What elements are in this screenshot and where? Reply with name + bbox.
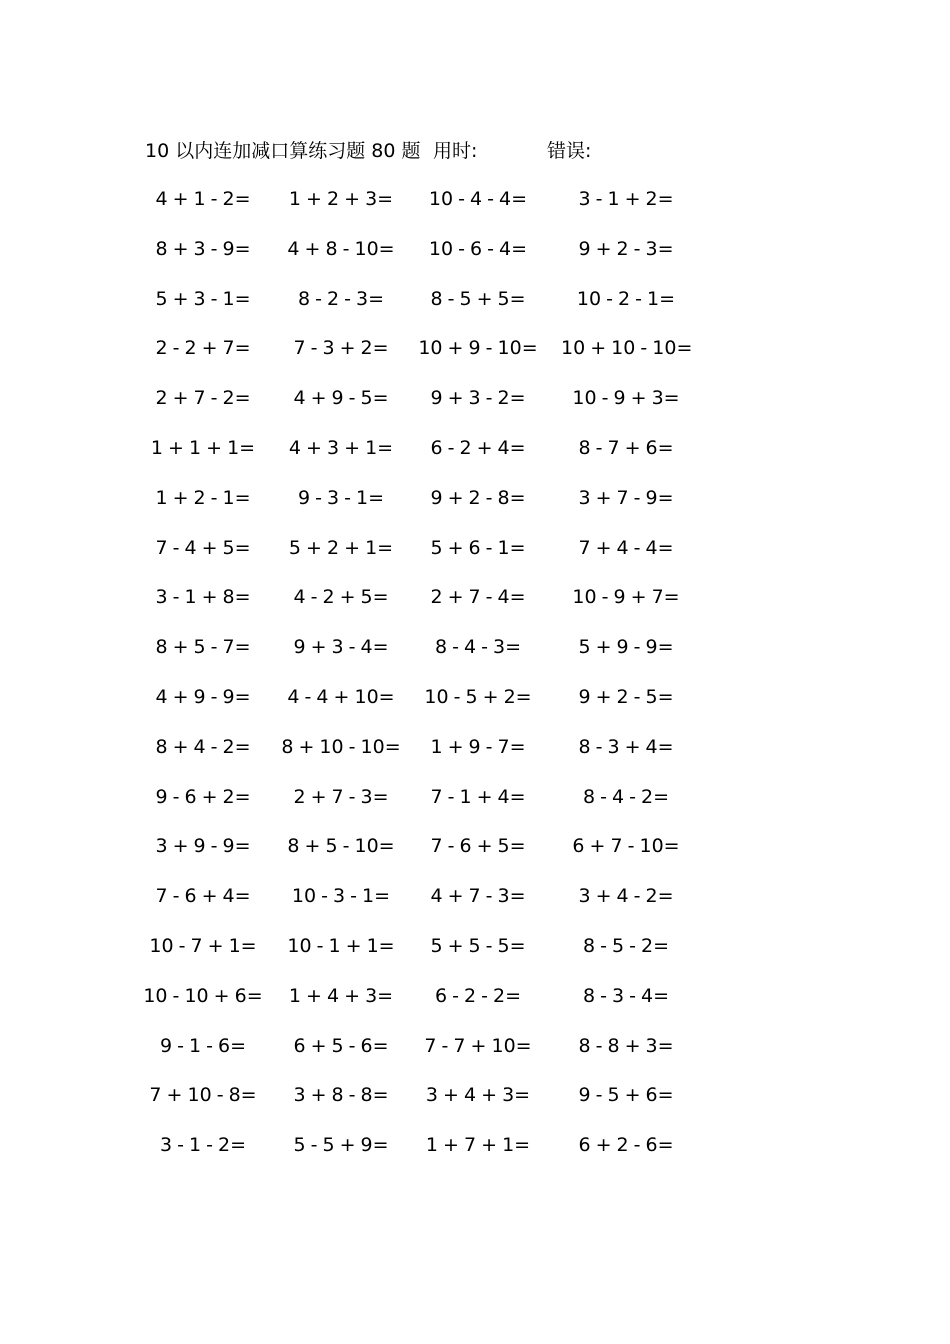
problem-row — [0, 433, 950, 483]
problem-item: 9 - 1 - 6= — [159, 1034, 247, 1057]
problem-item: 9 + 2 - 5= — [578, 685, 674, 708]
problem-item: 1 + 7 + 1= — [425, 1134, 531, 1157]
problem-row — [0, 732, 950, 782]
problem-item: 10 - 9 + 7= — [572, 586, 680, 609]
problem-item: 9 + 3 - 2= — [430, 387, 526, 410]
problem-item: 8 - 3 - 4= — [582, 984, 670, 1007]
problem-row — [0, 333, 950, 383]
problem-item: 8 - 4 - 2= — [582, 785, 670, 808]
problem-item: 8 + 5 - 7= — [155, 636, 251, 659]
problem-item: 8 + 3 - 9= — [155, 237, 251, 260]
problem-item: 9 + 2 - 8= — [430, 486, 526, 509]
problem-item: 7 - 4 + 5= — [155, 536, 251, 559]
problem-item: 10 - 1 + 1= — [287, 934, 395, 957]
problem-item: 6 + 7 - 10= — [572, 835, 680, 858]
problem-item: 10 - 2 - 1= — [576, 287, 676, 310]
problem-row — [0, 483, 950, 533]
problem-item: 9 - 6 + 2= — [155, 785, 251, 808]
problem-item: 4 + 3 + 1= — [288, 436, 394, 459]
problem-item: 10 - 4 - 4= — [428, 188, 528, 210]
problem-item: 1 + 4 + 3= — [288, 984, 394, 1007]
problem-item: 4 + 1 - 2= — [155, 188, 251, 210]
problem-row — [0, 1130, 950, 1180]
problem-item: 5 + 9 - 9= — [578, 636, 674, 659]
problem-item: 4 + 7 - 3= — [430, 885, 526, 908]
problem-row — [0, 184, 950, 234]
problem-item: 8 - 3 + 4= — [578, 735, 674, 758]
problem-item: 7 + 10 - 8= — [149, 1084, 257, 1107]
problem-item: 3 + 4 - 2= — [578, 885, 674, 908]
problem-row — [0, 284, 950, 334]
problem-grid — [0, 184, 950, 1180]
problem-row — [0, 981, 950, 1031]
problem-item: 1 + 1 + 1= — [150, 436, 256, 459]
problem-item: 10 - 10 + 6= — [143, 984, 263, 1007]
problem-row — [0, 582, 950, 632]
problem-item: 8 - 5 + 5= — [430, 287, 526, 310]
time-label: 用时: — [433, 140, 478, 162]
problem-row — [0, 1080, 950, 1130]
worksheet-header — [0, 137, 950, 165]
problem-row — [0, 383, 950, 433]
problem-item: 8 - 7 + 6= — [578, 436, 674, 459]
problem-item: 7 - 6 + 4= — [155, 885, 251, 908]
problem-item: 9 + 3 - 4= — [293, 636, 389, 659]
problem-item: 10 - 5 + 2= — [424, 685, 532, 708]
problem-item: 3 + 4 + 3= — [425, 1084, 531, 1107]
problem-item: 3 - 1 + 8= — [155, 586, 251, 609]
problem-item: 5 + 6 - 1= — [430, 536, 526, 559]
problem-item: 10 + 9 - 10= — [418, 337, 538, 360]
problem-item: 8 - 2 - 3= — [297, 287, 385, 310]
problem-item: 8 - 5 - 2= — [582, 934, 670, 957]
problem-item: 6 - 2 + 4= — [430, 436, 526, 459]
problem-row — [0, 831, 950, 881]
problem-row — [0, 533, 950, 583]
problem-item: 7 + 4 - 4= — [578, 536, 674, 559]
problem-item: 2 - 2 + 7= — [155, 337, 251, 360]
problem-item: 3 + 7 - 9= — [578, 486, 674, 509]
problem-item: 10 - 7 + 1= — [149, 934, 257, 957]
problem-item: 3 + 8 - 8= — [293, 1084, 389, 1107]
problem-item: 7 - 1 + 4= — [430, 785, 526, 808]
problem-item: 1 + 9 - 7= — [430, 735, 526, 758]
problem-item: 5 - 5 + 9= — [293, 1134, 389, 1157]
problem-item: 7 - 6 + 5= — [430, 835, 526, 858]
problem-item: 9 - 5 + 6= — [578, 1084, 674, 1107]
problem-item: 7 - 3 + 2= — [293, 337, 389, 360]
problem-row — [0, 234, 950, 284]
errors-label: 错误: — [547, 140, 592, 162]
problem-item: 10 + 10 - 10= — [561, 337, 693, 360]
problem-item: 1 + 2 - 1= — [155, 486, 251, 509]
problem-item: 6 + 5 - 6= — [293, 1034, 389, 1057]
problem-item: 2 + 7 - 2= — [155, 387, 251, 410]
problem-item: 8 + 4 - 2= — [155, 735, 251, 758]
problem-item: 3 - 1 - 2= — [159, 1134, 247, 1157]
problem-item: 4 + 9 - 9= — [155, 685, 251, 708]
problem-item: 6 + 2 - 6= — [578, 1134, 674, 1157]
problem-item: 3 + 9 - 9= — [155, 835, 251, 858]
problem-item: 10 - 3 - 1= — [291, 885, 391, 908]
problem-row — [0, 682, 950, 732]
problem-row — [0, 881, 950, 931]
problem-item: 8 - 4 - 3= — [434, 636, 522, 659]
problem-item: 8 - 8 + 3= — [578, 1034, 674, 1057]
problem-item: 4 - 2 + 5= — [293, 586, 389, 609]
problem-row — [0, 782, 950, 832]
problem-item: 9 - 3 - 1= — [297, 486, 385, 509]
problem-item: 4 + 8 - 10= — [287, 237, 395, 260]
problem-item: 8 + 10 - 10= — [281, 735, 401, 758]
problem-item: 9 + 2 - 3= — [578, 237, 674, 260]
worksheet-title: 10 以内连加减口算练习题 80 题 — [145, 140, 421, 162]
problem-item: 7 - 7 + 10= — [424, 1034, 532, 1057]
problem-item: 4 - 4 + 10= — [287, 685, 395, 708]
problem-item: 5 + 5 - 5= — [430, 934, 526, 957]
problem-item: 10 - 9 + 3= — [572, 387, 680, 410]
problem-item: 10 - 6 - 4= — [428, 237, 528, 260]
problem-item: 2 + 7 - 4= — [430, 586, 526, 609]
problem-item: 5 + 3 - 1= — [155, 287, 251, 310]
problem-item: 3 - 1 + 2= — [578, 188, 674, 210]
problem-item: 8 + 5 - 10= — [287, 835, 395, 858]
problem-row — [0, 931, 950, 981]
problem-item: 2 + 7 - 3= — [293, 785, 389, 808]
problem-item: 6 - 2 - 2= — [434, 984, 522, 1007]
problem-row — [0, 632, 950, 682]
problem-row — [0, 1031, 950, 1081]
problem-item: 4 + 9 - 5= — [293, 387, 389, 410]
problem-item: 1 + 2 + 3= — [288, 188, 394, 210]
problem-item: 5 + 2 + 1= — [288, 536, 394, 559]
